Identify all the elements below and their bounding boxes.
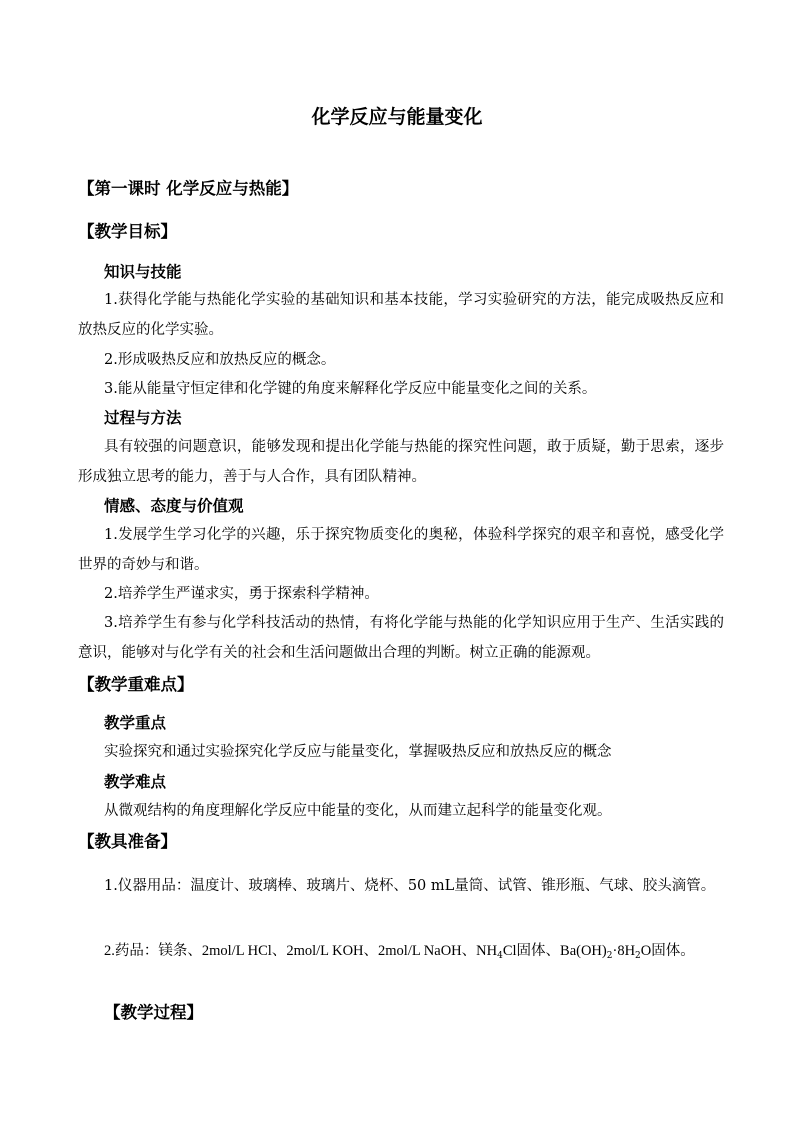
knowledge-item-1: 1.获得化学能与热能化学实验的基础知识和基本技能，学习实验研究的方法，能完成吸热反应和放热反应的化学实验。 — [78, 292, 724, 338]
emotion-item-2: 2.培养学生严谨求实，勇于探索科学精神。 — [104, 586, 379, 602]
tools-item-instruments: 1.仪器用品：温度计、玻璃棒、玻璃片、烧杯、50 mL量筒、试管、锥形瓶、气球、胶头滴管。 — [104, 878, 716, 894]
focus-heading: 教学重点 — [104, 713, 167, 732]
lesson-heading: 【第一课时 化学反应与热能】 — [78, 179, 299, 198]
difficulty-heading: 教学难点 — [104, 772, 167, 791]
knowledge-heading: 知识与技能 — [104, 262, 182, 281]
difficulty-text: 从微观结构的角度理解化学反应中能量的变化，从而建立起科学的能量变化观。 — [104, 803, 612, 819]
focus-text: 实验探究和通过实验探究化学反应与能量变化，掌握吸热反应和放热反应的概念 — [104, 744, 612, 760]
tools-item-drugs — [78, 929, 724, 973]
drugs-subscript-2a: 2 — [606, 951, 613, 961]
drugs-prefix: 2.药品：镁条、2mol/L HCl、2mol/L KOH、2mol/L NaOH、NH — [104, 943, 498, 959]
process-text: 具有较强的问题意识，能够发现和提出化学能与热能的探究性问题，敢于质疑，勤于思索，逐步形成独立思考的能力，善于与人合作，具有团队精神。 — [78, 439, 724, 485]
tools-heading: 【教具准备】 — [78, 832, 177, 851]
process-steps-heading: 【教学过程】 — [104, 1003, 203, 1022]
document-title: 化学反应与能量变化 — [311, 106, 483, 128]
drugs-subscript-2b: 2 — [635, 951, 641, 961]
drugs-mid: Cl固体、Ba(OH) — [502, 943, 607, 959]
goals-heading: 【教学目标】 — [78, 222, 177, 241]
drugs-subscript-4: 4 — [497, 951, 503, 961]
process-heading: 过程与方法 — [104, 408, 182, 427]
keypoints-heading: 【教学重难点】 — [78, 675, 194, 694]
knowledge-item-2: 2.形成吸热反应和放热反应的概念。 — [104, 352, 336, 368]
emotion-heading: 情感、态度与价值观 — [104, 496, 244, 515]
drugs-mid2: ·8H — [612, 943, 636, 959]
emotion-item-1: 1.发展学生学习化学的兴趣，乐于探究物质变化的奥秘，体验科学探究的艰辛和喜悦，感受化学世界的奇妙与和谐。 — [78, 527, 724, 573]
drugs-suffix: O固体。 — [640, 943, 695, 959]
emotion-item-3: 3.培养学生有参与化学科技活动的热情，有将化学能与热能的化学知识应用于生产、生活实践的意识，能够对与化学有关的社会和生活问题做出合理的判断。树立正确的能源观。 — [78, 615, 724, 661]
knowledge-item-3: 3.能从能量守恒定律和化学键的角度来解释化学反应中能量变化之间的关系。 — [104, 381, 597, 397]
